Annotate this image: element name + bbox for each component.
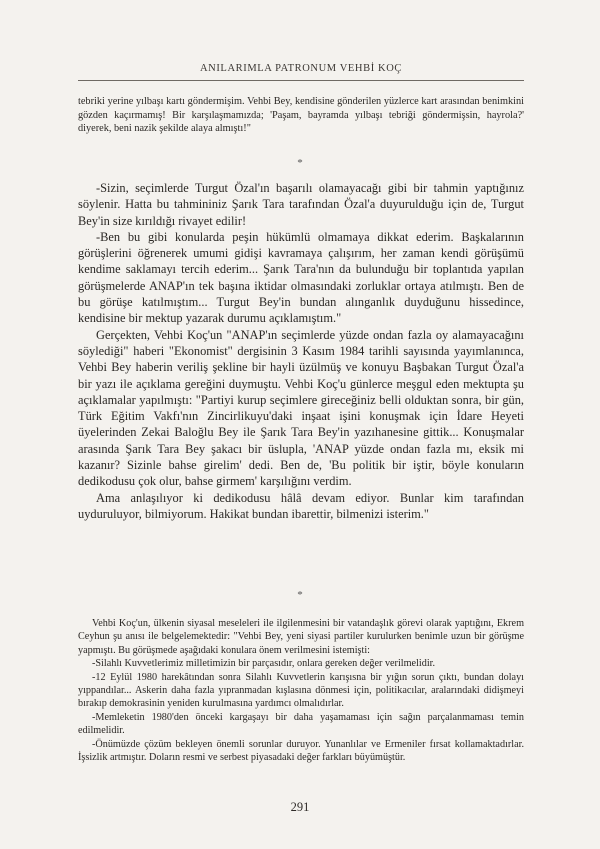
section-separator: *: [297, 589, 303, 601]
body-paragraph: Gerçekten, Vehbi Koç'un "ANAP'ın seçimlerde yüzde ondan fazla oy alamayacağını söylediği" haberi "Ekonomist" dergisinin 3 Kasım 1984 tarihli sayısında yayımlanınca, Vehbi Bey haberin veriliş şekline bir hayli üzülmüş ve konuyu Başbakan Turgut Özal'a bir yazı ile açıklama gereğini duymuştu. Vehbi Koç'u günlerce meşgul eden mektupta şu açıklamalar yapılmıştı: "Partiyi kurup seçimlere gireceğiniz belli olduktan sonra, bir gün, Türk Eğitim Vakfı'nın Zincirlikuyu'daki inşaat işini konuşmak için İdare Heyeti üyelerinden Zekai Baloğlu Bey ile Şarık Tara Bey'in yazıhanesine gittik... Konuşmalar arasında Şarık Tara Bey şakacı bir üslupla, 'ANAP yüzde ondan fazla mı, eksik mi kazanır? Sizinle bahse girelim' dedi. Ben de, 'Bu politik bir iştir, böyle konuların dedikodusu çok olur, bahse girmem' karşılığını verdim.: [78, 327, 524, 489]
page-number: 291: [290, 800, 310, 814]
section-separator: *: [297, 157, 303, 169]
header-rule: [78, 80, 524, 81]
notes-text: [78, 617, 524, 764]
main-text: [78, 180, 524, 522]
note-paragraph: -Memleketin 1980'den önceki kargaşayı bir daha yaşamaması için sağın parçalanmaması temin edilmelidir.: [78, 711, 524, 737]
body-paragraph: -Ben bu gibi konularda peşin hükümlü olmamaya dikkat ederim. Başkalarının görüşlerini öğrenerek umumi gidişi kavramaya çalışırım, her zaman kendi görüşümü kendime saklamayı tercih ederim... Şarık Tara'nın da bulunduğu bir toplantıda yapılan görüşmelerde ANAP'ın tek başına iktidar olmasındaki zorluklar ortaya atılmıştı. Ben de bu görüşe katılmıştım... Turgut Bey'in bundan alınganlık duyduğunu hissedince, kendisine bir mektup yazarak durumu açıklamıştım.": [78, 229, 524, 326]
note-paragraph: -12 Eylül 1980 harekâtından sonra Silahlı Kuvvetlerin karışısna bir yığın sorun çıktı, bundan dolayı yıpрandılar... Askerin daha fazla yıpranmadan kışlasına dönmesi için, politikacılar, aralarındaki didişmeyi bırakıp demokrasinin yeniden kurulmasına yardımcı olmalıdırlar.: [78, 671, 524, 710]
note-paragraph: Vehbi Koç'un, ülkenin siyasal meseleleri ile ilgilenmesini bir vatandaşlık görevi olarak yaptığını, Ekrem Ceyhun şu anısı ile belgelemektedir: "Vehbi Bey, yeni siyasi partiler kurulurken benimle uzun bir görüşme yapmıştı. Bu görüşmede aşağıdaki konulara önem verilmesini istemişti:: [78, 618, 524, 656]
intro-text: [78, 95, 524, 136]
running-head: ANILARIMLA PATRONUM VEHBİ KOÇ: [199, 63, 403, 74]
note-paragraph: -Silahlı Kuvvetlerimiz milletimizin bir parçasıdır, onlara gereken değer verilmelidir.: [92, 658, 436, 670]
body-paragraph: Ama anlaşılıyor ki dedikodusu hâlâ devam ediyor. Bunlar kim tarafından uyduruluyor, bilmiyorum. Hakikat bundan ibarettir, bilmenizi isterim.": [78, 490, 524, 521]
intro-paragraph: tebriki yerine yılbaşı kartı göndermişim. Vehbi Bey, kendisine gönderilen yüzlerce kart arasından benimkini gözden kaçırmamış! Bir karşılaşmamızda; 'Paşam, bayramda yılbaşı tebriği göndermişsin, hayrola?' diyerek, beni nazik şekilde alaya almıştı!": [78, 96, 524, 134]
body-paragraph: -Sizin, seçimlerde Turgut Özal'ın başarılı olamayacağı gibi bir tahmin yaptığınız söylenir. Hatta bu tahmininiz Şarık Tara tarafından Özal'a duyurulduğu için de, Turgut Bey'in size kırıldığı rivayet edilir!: [78, 181, 524, 228]
note-paragraph: -Önümüzde çözüm bekleyen önemli sorunlar duruyor. Yunanlılar ve Ermeniler fırsat kollamaktadırlar. İşsizlik artmıştır. Doların resmi ve serbest piyasadaki değer farkları büyümüştür.: [78, 738, 524, 764]
